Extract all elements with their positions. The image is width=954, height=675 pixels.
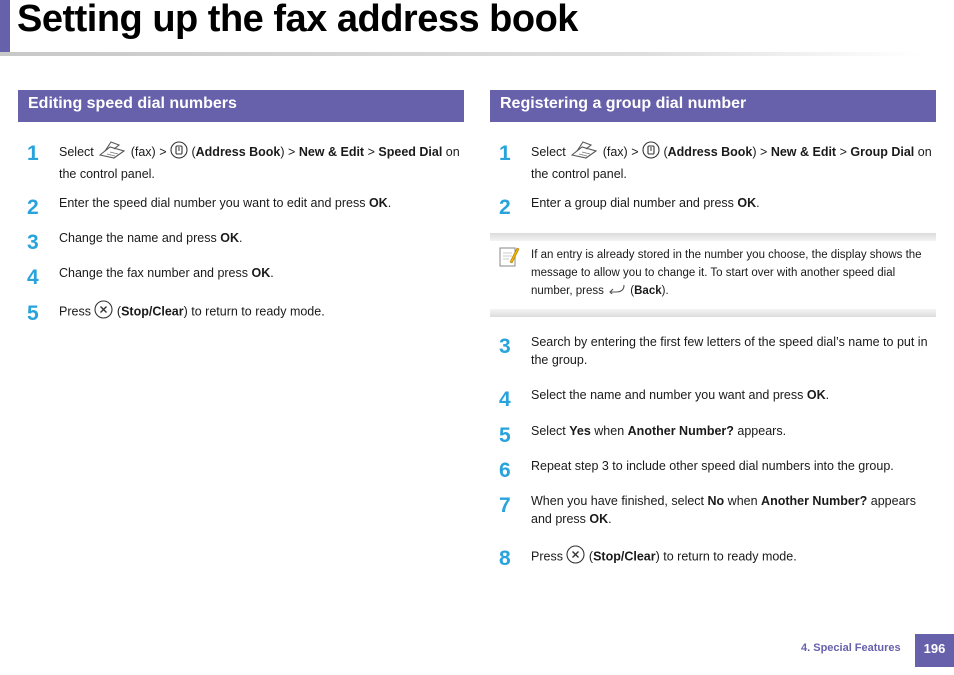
step-number: 5: [499, 424, 511, 447]
note-box: [490, 233, 936, 317]
back-icon: [607, 282, 627, 300]
step-text: Select (fax) > (Address Book) > New & Edit > Group Dial on the control panel.: [531, 140, 936, 183]
step-text: Change the fax number and press OK.: [59, 266, 274, 280]
step-number: 2: [499, 196, 511, 219]
step-text: Press (Stop/Clear) to return to ready mode.: [59, 300, 464, 324]
step-number: 7: [499, 494, 511, 517]
page-title: Setting up the fax address book: [17, 0, 578, 40]
section-heading-group: Registering a group dial number: [490, 90, 936, 122]
step-text: Select the name and number you want and press OK.: [531, 388, 830, 402]
stop-clear-icon: [94, 300, 113, 324]
step-text: When you have finished, select No when Another Number? appears and press OK.: [531, 494, 916, 526]
note-top-rule: [490, 233, 936, 241]
note-icon: [498, 245, 520, 274]
step-text: Press (Stop/Clear) to return to ready mode.: [531, 545, 936, 569]
step-number: 8: [499, 547, 511, 570]
stop-clear-icon: [566, 545, 585, 569]
step-text: Search by entering the first few letters of the speed dial’s name to put in the group.: [531, 335, 928, 367]
step-number: 1: [27, 142, 39, 165]
step-number: 4: [499, 388, 511, 411]
step-text: Enter a group dial number and press OK.: [531, 196, 760, 210]
step-text: Enter the speed dial number you want to edit and press OK.: [59, 196, 392, 210]
step-number: 4: [27, 266, 39, 289]
title-rule: [0, 52, 920, 56]
step-text: Select Yes when Another Number? appears.: [531, 424, 787, 438]
section-heading-editing: Editing speed dial numbers: [18, 90, 464, 122]
address-book-icon: [642, 141, 660, 164]
step-number: 5: [27, 302, 39, 325]
step-number: 2: [27, 196, 39, 219]
step-number: 3: [499, 335, 511, 358]
step-text: Repeat step 3 to include other speed dial numbers into the group.: [531, 459, 894, 473]
page-number: 196: [915, 634, 954, 667]
step-text: Change the name and press OK.: [59, 231, 243, 245]
step-number: 1: [499, 142, 511, 165]
title-accent-bar: [0, 0, 10, 52]
note-bottom-rule: [490, 309, 936, 317]
footer-chapter-label: 4. Special Features: [801, 642, 901, 654]
step-number: 3: [27, 231, 39, 254]
note-text: If an entry is already stored in the number you choose, the display shows the message to allow you to change it. To start over with another speed dial number, press (Back).: [531, 246, 936, 300]
fax-icon: [569, 140, 599, 165]
address-book-icon: [170, 141, 188, 164]
fax-icon: [97, 140, 127, 165]
step-text: Select (fax) > (Address Book) > New & Edit > Speed Dial on the control panel.: [59, 140, 464, 183]
step-number: 6: [499, 459, 511, 482]
